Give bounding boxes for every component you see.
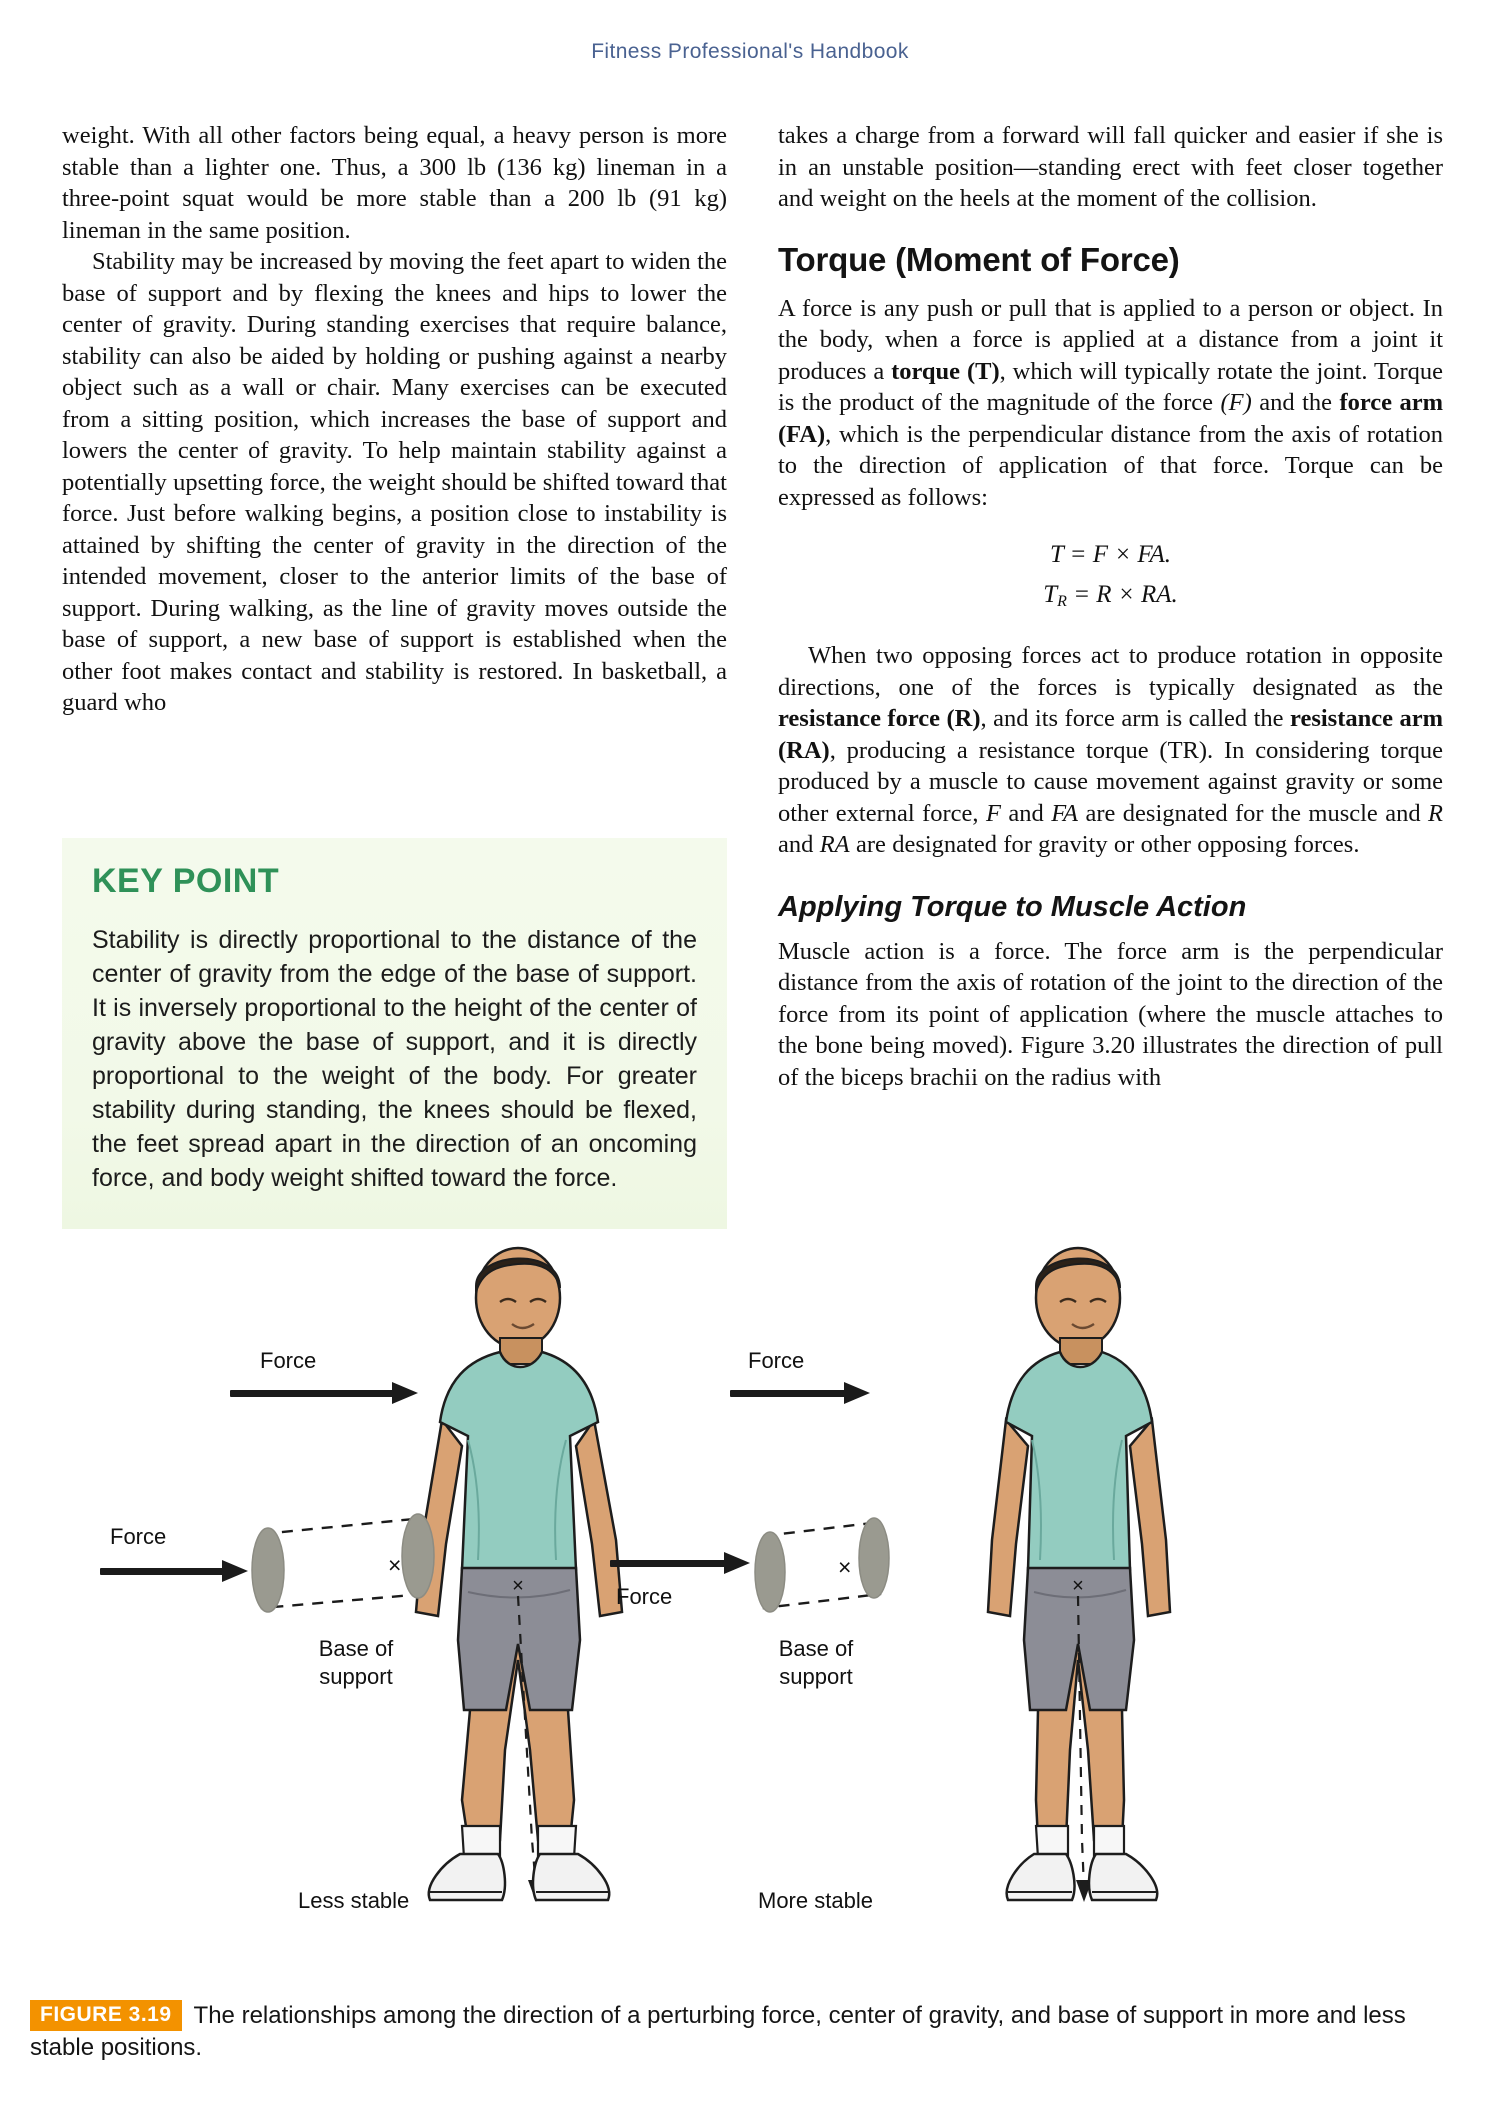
- figure-caption: [30, 2000, 1470, 2064]
- equation-resistance-torque: [778, 575, 1443, 622]
- paragraph-opposing-forces: [778, 640, 1443, 861]
- base-of-support-label-line1-right: Base of: [778, 1636, 854, 1661]
- left-column: [62, 120, 727, 719]
- opposing-text-e: are designated for the muscle and: [1078, 799, 1429, 827]
- key-point-title: KEY POINT: [92, 862, 280, 900]
- svg-text:×: ×: [1072, 1575, 1084, 1597]
- equation-1-lhs: T: [1049, 541, 1064, 568]
- figure-3-19: [30, 1240, 1470, 2040]
- person-illustration-more-stable: [910, 1240, 1260, 1930]
- base-of-support-label-line1-left: Base of: [318, 1636, 394, 1661]
- force-label-upper-left: Force: [260, 1348, 317, 1373]
- force-arrow-lower-left: [100, 1560, 248, 1582]
- paragraph-muscle-action: Muscle action is a force. The force arm is the perpendicular distance from the axis of rotation of the joint to the direction of the force from its point of application (where the muscle attaches to the bone being moved). Figure 3.20 illustrates the direction of pull of the biceps brachii on the radius with: [778, 937, 1443, 1091]
- opposing-text-f: and: [778, 831, 820, 858]
- paragraph-weight: weight. With all other factors being equal, a heavy person is more stable than a lighter one. Thus, a 300 lb (136 kg) lineman in a three-point squat would be more stable than a 200 lb (91 kg) lineman in the same position.: [62, 122, 727, 244]
- equation-1-rhs: = F × FA.: [1063, 541, 1172, 568]
- base-of-support-less-stable: [248, 1508, 438, 1628]
- figure-artwork: [30, 1240, 1470, 1940]
- term-torque: torque (T): [891, 357, 1000, 385]
- term-force-arm: force arm (FA): [778, 389, 1444, 448]
- torque-text-d: , which is the perpendicular distance from the axis of rotation to the direction of application of that force. Torque can be expressed as follows:: [778, 420, 1443, 511]
- force-arrow-upper-right: [730, 1382, 870, 1404]
- heading-applying-torque: Applying Torque to Muscle Action: [778, 890, 1247, 923]
- equation-2-subscript: R: [1057, 593, 1067, 610]
- equation-torque: [778, 535, 1443, 575]
- equation-2-lhs: T: [1043, 581, 1058, 608]
- stability-label-more-stable: More stable: [758, 1888, 873, 1913]
- key-point-body: Stability is directly proportional to the distance of the center of gravity from the edge of the base of support. It is inversely proportional to the height of the center of gravity above the base of support, and it is directly proportional to the weight of the body. For greater stability during standing, the knees should be flexed, the feet spread apart in the direction of an oncoming force, and body weight shifted toward the force.: [92, 926, 697, 1192]
- base-of-support-more-stable: [752, 1512, 892, 1628]
- base-of-support-label-line2-left: support: [319, 1664, 393, 1689]
- figure-number-badge: FIGURE 3.19: [30, 2000, 182, 2031]
- force-label-lower-right: Force: [616, 1584, 673, 1609]
- symbol-fa: FA: [1051, 799, 1079, 827]
- symbol-force: (F): [1220, 389, 1252, 416]
- running-head: Fitness Professional's Handbook: [591, 40, 909, 63]
- force-arrow-lower-right: [610, 1552, 750, 1574]
- term-resistance-force: resistance force (R): [778, 705, 981, 732]
- term-resistance-arm: resistance arm (RA): [778, 705, 1443, 764]
- torque-text-b: , which will typically rotate the joint. Torque is the product of the magnitude of the force: [778, 357, 1443, 416]
- opposing-text-c: , producing a resistance torque (TR). In considering torque produced by a muscle to cause movement against gravity or some other external force,: [778, 736, 1443, 827]
- key-point-box: [62, 838, 727, 1229]
- paragraph-stability: Stability may be increased by moving the feet apart to widen the base of support and by flexing the knees and hips to lower the center of gravity. During standing exercises that require balance, stability can also be aided by holding or pushing against a nearby object such as a wall or chair. Many exercises can be executed from a sitting position, which increases the base of support and lowers the center of gravity. To help maintain stability against a potentially upsetting force, the weight should be shifted toward that force. Just before walking begins, a position close to instability is attained by shifting the center of gravity in the direction of the intended movement, closer to the anterior limits of the base of support. During walking, as the line of gravity moves outside the base of support, a new base of support is established when the other foot makes contact and stability is restored. In basketball, a guard who: [62, 248, 727, 716]
- figure-caption-text: The relationships among the direction of a perturbing force, center of gravity, and base of support in more and less stable positions.: [30, 2002, 1406, 2061]
- opposing-text-a: When two opposing forces act to produce rotation in opposite directions, one of the forces is typically designated as the: [778, 642, 1443, 701]
- heading-torque: Torque (Moment of Force): [778, 240, 1180, 278]
- figure-panel-more-stable: [616, 1240, 1350, 1940]
- right-column: [778, 120, 1443, 1093]
- equation-block: [778, 535, 1443, 622]
- svg-text:×: ×: [512, 1575, 524, 1597]
- symbol-f: F: [986, 799, 1001, 827]
- symbol-r: R: [1428, 799, 1444, 827]
- base-of-support-label-line2-right: support: [779, 1664, 853, 1689]
- paragraph-torque-definition: [778, 293, 1443, 514]
- opposing-text-g: are designated for gravity or other opposing forces.: [849, 831, 1360, 858]
- cog-marker-more-stable: ×: [838, 1554, 852, 1580]
- stability-label-less-stable: Less stable: [298, 1888, 410, 1913]
- symbol-ra: RA: [819, 831, 850, 858]
- opposing-text-b: , and its force arm is called the: [980, 705, 1291, 732]
- force-label-lower-left: Force: [110, 1524, 167, 1549]
- paragraph-charge: takes a charge from a forward will fall quicker and easier if she is in an unstable position—standing erect with feet closer together and weight on the heels at the moment of the collision.: [778, 122, 1443, 212]
- force-label-upper-right: Force: [748, 1348, 805, 1373]
- equation-2-rhs: = R × RA.: [1066, 581, 1178, 608]
- torque-text-c: and the: [1251, 389, 1340, 416]
- opposing-text-d: and: [1000, 799, 1052, 827]
- torque-text-a: A force is any push or pull that is applied to a person or object. In the body, when a force is applied at a distance from a joint it produces a: [778, 294, 1443, 385]
- cog-marker-less-stable: ×: [388, 1552, 402, 1578]
